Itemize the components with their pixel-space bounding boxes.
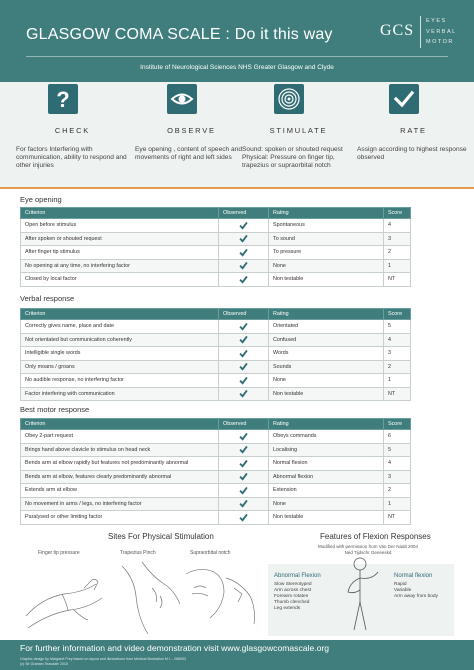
svg-text:?: ? [56,87,70,112]
step-text: Assign according to highest response observed [357,146,467,162]
column-rating: Rating [269,309,384,320]
verbal-table [20,308,411,401]
criterion-cell: After spoken or shouted request [21,232,219,246]
table-row [21,273,411,287]
supraorbital-label: Supraorbital notch [190,550,231,556]
column-criterion: Criterion [21,309,219,320]
observed-cell [219,470,269,484]
criterion-cell: Extends arm at elbow [21,484,219,498]
abnormal-flexion-list [274,582,312,612]
list-item: Arm across chest [274,588,312,593]
normal-flexion-title: Normal flexion [394,573,433,579]
score-cell: NT [384,387,411,401]
motor-section-title: Best motor response [20,405,90,414]
table-row [21,470,411,484]
checkmark-icon [239,378,248,384]
table-row [21,374,411,388]
step-title: STIMULATE [269,126,328,135]
rating-cell: Confused [269,333,384,347]
criterion-cell: No movement in arms / legs, no interfering factor [21,497,219,511]
table-header-row [21,208,411,219]
criterion-cell: After finger tip stimulus [21,246,219,260]
step-text: Eye opening , content of speech and movements of right and left sides [135,146,243,162]
checkmark-icon [239,337,248,343]
checkmark-icon [239,447,248,453]
score-cell: 4 [384,219,411,233]
table-row [21,484,411,498]
table-row [21,246,411,260]
logo-divider [420,16,421,48]
checkmark-icon [239,474,248,480]
score-cell: 3 [384,470,411,484]
table-row [21,387,411,401]
list-item: Leg extends [274,606,301,611]
observed-cell [219,347,269,361]
rating-cell: Extension [269,484,384,498]
observed-cell [219,320,269,334]
verbal-section-title: Verbal response [20,294,75,303]
criterion-cell: Bends arm at elbow rapidly but features not predominantly abnormal [21,457,219,471]
step-rate [357,82,470,187]
column-score: Score [384,309,411,320]
rating-cell: Non testable [269,387,384,401]
criterion-cell: Factor interfering with communication [21,387,219,401]
gcs-logo: GCS [380,22,415,39]
checkmark-icon [239,250,248,256]
score-cell: 1 [384,497,411,511]
rating-cell: Localising [269,443,384,457]
column-rating: Rating [269,419,384,430]
supraorbital-illustration [180,558,266,636]
step-title: RATE [400,126,427,135]
sites-title: Sites For Physical Stimulation [108,532,214,541]
step-stimulate [242,82,355,187]
table-row [21,259,411,273]
rating-cell: None [269,374,384,388]
column-criterion: Criterion [21,208,219,219]
criterion-cell: Open before stimulus [21,219,219,233]
score-cell: 2 [384,360,411,374]
score-cell: 2 [384,246,411,260]
observed-cell [219,232,269,246]
accent-bar [0,187,474,189]
checkmark-icon [239,324,248,330]
column-score: Score [384,419,411,430]
trapezius-illustration [112,558,184,636]
logo-word-verbal: VERBAL [426,28,457,35]
observed-cell [219,246,269,260]
column-observed: Observed [219,208,269,219]
table-row [21,443,411,457]
page-title: GLASGOW COMA SCALE : Do it this way [26,26,333,43]
permission-note: Modified with permission from Van Der Naalt 2004 Ned Tijdschr Geneeskd [318,544,418,555]
lower-section [20,528,456,638]
flexion-figure-illustration [330,550,390,636]
list-item: Arm away from body [394,594,438,599]
list-item: Variable [394,588,412,593]
eye-icon [167,84,197,114]
checkmark-icon [239,501,248,507]
checkmark-icon [239,488,248,494]
institute-name: Institute of Neurological Sciences NHS Greater Glasgow and Clyde [140,64,334,71]
table-row [21,360,411,374]
list-item: Thumb clenched [274,600,310,605]
table-header-row [21,309,411,320]
observed-cell [219,443,269,457]
observed-cell [219,333,269,347]
score-cell: 2 [384,484,411,498]
checkmark-icon [239,364,248,370]
rating-cell: Abnormal flexion [269,470,384,484]
flexion-panel [268,564,454,636]
step-text: Sound: spoken or shouted request Physical: Pressure on finger tip, trapezius or supraorbital notch [242,146,343,170]
rating-cell: Normal flexion [269,457,384,471]
rating-cell: None [269,497,384,511]
question-icon [48,84,78,114]
normal-flexion-list [394,582,438,600]
observed-cell [219,273,269,287]
observed-cell [219,219,269,233]
checkmark-icon [239,434,248,440]
column-observed: Observed [219,419,269,430]
flexion-title: Features of Flexion Responses [320,532,431,541]
score-cell: 5 [384,320,411,334]
checkmark-icon [239,236,248,242]
logo-word-motor: MOTOR [426,39,454,45]
step-check [16,82,129,187]
criterion-cell: Not orientated but communication coherently [21,333,219,347]
criterion-cell: No audible response, no interfering factor [21,374,219,388]
finger-tip-illustration [22,558,112,636]
checkmark-icon [239,223,248,229]
criterion-cell: Intelligible single words [21,347,219,361]
checkmark-icon [239,391,248,397]
table-row [21,497,411,511]
observed-cell [219,374,269,388]
checkmark-icon [239,461,248,467]
column-observed: Observed [219,309,269,320]
steps-panel [0,82,474,187]
rating-cell: To sound [269,232,384,246]
table-row [21,320,411,334]
logo-word-eyes: EYES [426,18,447,24]
criterion-cell: Closed by local factor [21,273,219,287]
rating-cell: Orientated [269,320,384,334]
observed-cell [219,484,269,498]
footer-copyright: (c) Sir Graham Teasdale 2015 [20,662,68,666]
rating-cell: To pressure [269,246,384,260]
checkmark-icon [239,351,248,357]
criterion-cell: No opening at any time, no interfering factor [21,259,219,273]
observed-cell [219,497,269,511]
list-item: Rapid [394,582,407,587]
rating-cell: Obeys commands [269,430,384,444]
rating-cell: Sounds [269,360,384,374]
criterion-cell: Obey 2-part request [21,430,219,444]
column-score: Score [384,208,411,219]
header-rule [26,56,448,57]
rating-cell: Non testable [269,273,384,287]
finger-tip-label: Finger tip pressure [38,550,80,556]
table-row [21,347,411,361]
rating-cell: Non testable [269,511,384,525]
step-text: For factors Interfering with communication, ability to respond and other injuries [16,146,127,170]
table-row [21,430,411,444]
observed-cell [219,430,269,444]
step-title: OBSERVE [167,126,216,135]
checkmark-icon [389,84,419,114]
rating-cell: Words [269,347,384,361]
table-row [21,219,411,233]
eye-table [20,207,411,287]
footer-banner [0,640,474,670]
checkmark-icon [239,263,248,269]
footer-website-note[interactable]: For further information and video demonstration visit www.glasgowcomascale.org [20,643,330,653]
rating-cell: Spontaneous [269,219,384,233]
observed-cell [219,511,269,525]
motor-table [20,418,411,525]
observed-cell [219,259,269,273]
logo-words [426,16,457,48]
score-cell: 3 [384,232,411,246]
criterion-cell: Only moans / groans [21,360,219,374]
score-cell: 1 [384,259,411,273]
table-row [21,232,411,246]
column-rating: Rating [269,208,384,219]
table-row [21,511,411,525]
criterion-cell: Correctly gives name, place and date [21,320,219,334]
observed-cell [219,360,269,374]
checkmark-icon [239,277,248,283]
observed-cell [219,387,269,401]
list-item: Forearm rotates [274,594,309,599]
criterion-cell: Paralysed or other limiting factor [21,511,219,525]
column-criterion: Criterion [21,419,219,430]
observed-cell [219,457,269,471]
table-row [21,333,411,347]
trapezius-label: Trapezius Pinch [120,550,156,556]
step-observe [135,82,248,187]
score-cell: NT [384,273,411,287]
score-cell: 1 [384,374,411,388]
footer-credit: Graphic design by Margaret Frey based on layout and illustrations from Medical Illustration M.I. - 268093 [20,657,186,661]
list-item: Slow Stereotyped [274,582,312,587]
criterion-cell: Brings hand above clavicle to stimulus on head neck [21,443,219,457]
checkmark-icon [239,515,248,521]
table-row [21,457,411,471]
score-cell: 5 [384,443,411,457]
abnormal-flexion-title: Abnormal Flexion [274,573,321,579]
rating-cell: None [269,259,384,273]
table-header-row [21,419,411,430]
step-title: CHECK [54,126,91,135]
eye-section-title: Eye opening [20,195,62,204]
target-icon [274,84,304,114]
score-cell: 4 [384,457,411,471]
criterion-cell: Bends arm at elbow, features clearly predominantly abnormal [21,470,219,484]
score-cell: 6 [384,430,411,444]
score-cell: NT [384,511,411,525]
header-banner [0,0,474,82]
score-cell: 4 [384,333,411,347]
score-cell: 3 [384,347,411,361]
